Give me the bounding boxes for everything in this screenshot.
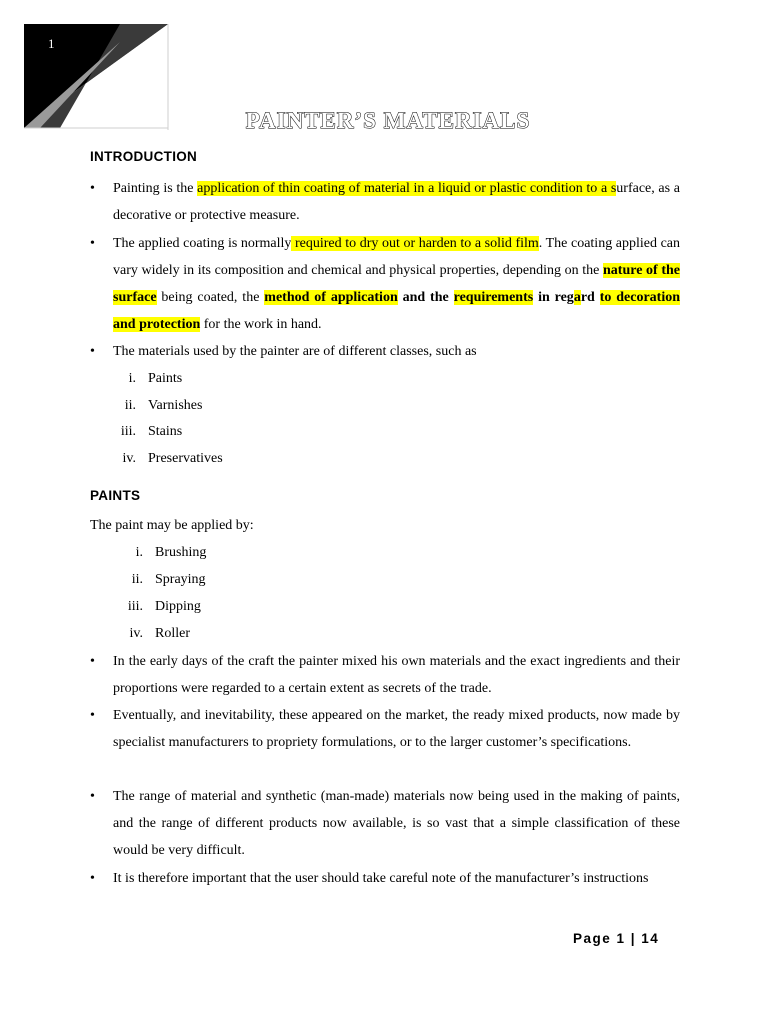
intro-bullet-3	[90, 338, 680, 365]
roman-numeral: iv.	[129, 626, 143, 641]
paints-bullet-4	[90, 865, 680, 892]
text-run: . The coating applied can vary widely in its composition and chemical and physical properties, depending on the	[113, 236, 681, 278]
text-run: urface, as a decorative or protective measure.	[113, 181, 680, 223]
paints-bullet-3-text: The range of material and synthetic (man-made) materials now being used in the making of paints, and the range of different products now available, is so vast that a simple classification of these would be very difficult.	[113, 789, 680, 858]
bold-run: in reg	[533, 290, 574, 305]
roman-label: Roller	[155, 626, 190, 641]
method-item-brushing	[103, 539, 206, 566]
roman-numeral: iii.	[127, 599, 143, 614]
bullet-dot: •	[90, 654, 95, 669]
roman-item-paints	[96, 365, 182, 392]
roman-numeral: iii.	[120, 424, 136, 439]
document-title	[0, 108, 768, 134]
roman-item-varnishes	[96, 392, 202, 419]
roman-label: Paints	[148, 371, 183, 386]
highlight-run: nature of the surface	[113, 263, 681, 305]
text-run: Painting is the	[113, 181, 198, 196]
paints-bullet-2-text: Eventually, and inevitability, these appeared on the market, the ready mixed products, now made by specialist manufacturers to propriety formulations, or to the larger customer’s specifications.	[113, 708, 680, 750]
bullet-dot: •	[90, 181, 95, 196]
highlight-run: to decoration and protection	[113, 290, 681, 332]
intro-bullet-1-text	[113, 175, 680, 229]
roman-numeral: ii.	[124, 398, 136, 413]
highlight-run: method of application	[264, 290, 398, 305]
paints-bullet-4-text: It is therefore important that the user should take careful note of the manufacturer’s instructions	[113, 871, 649, 886]
paints-bullet-3	[90, 783, 680, 864]
section-heading-paints: PAINTS	[90, 488, 141, 503]
roman-label: Varnishes	[148, 398, 203, 413]
roman-numeral: iv.	[122, 451, 136, 466]
roman-item-stains	[96, 418, 182, 445]
bullet-dot: •	[90, 236, 95, 251]
roman-numeral: i.	[128, 371, 136, 386]
roman-numeral: ii.	[131, 572, 143, 587]
roman-label: Stains	[148, 424, 183, 439]
method-item-roller	[103, 620, 190, 647]
bullet-dot: •	[90, 871, 95, 886]
section-heading-introduction: INTRODUCTION	[90, 149, 198, 164]
bullet-dot: •	[90, 708, 95, 723]
header-page-number: 1	[48, 36, 55, 51]
text-run: being coated, the	[156, 290, 265, 305]
intro-bullet-2-text	[113, 230, 680, 338]
text-run: for the work in hand.	[200, 317, 322, 332]
roman-item-preservatives	[96, 445, 223, 472]
paints-bullet-1-text: In the early days of the craft the painter mixed his own materials and the exact ingredients and their proportions were regarded to a certain extent as secrets of the trade.	[113, 654, 680, 696]
bullet-dot: •	[90, 789, 95, 804]
roman-numeral: i.	[135, 545, 143, 560]
roman-label: Dipping	[155, 599, 201, 614]
roman-label: Preservatives	[148, 451, 223, 466]
highlight-run: application of thin coating of material in a liquid or plastic condition to a s	[197, 181, 617, 196]
highlight-run: a	[573, 290, 581, 305]
intro-bullet-3-text: The materials used by the painter are of different classes, such as	[113, 344, 477, 359]
bullet-dot: •	[90, 344, 95, 359]
bold-run: rd	[580, 290, 600, 305]
paints-bullet-2	[90, 702, 680, 756]
text-run: The applied coating is normally	[113, 236, 292, 251]
paints-bullet-1	[90, 648, 680, 702]
intro-bullet-2	[90, 230, 680, 338]
page-footer: Page 1 | 14	[573, 931, 660, 946]
bold-run: and the	[397, 290, 454, 305]
highlight-run: requirements	[453, 290, 534, 305]
paints-lead: The paint may be applied by:	[90, 518, 254, 533]
method-item-spraying	[103, 566, 206, 593]
method-item-dipping	[103, 593, 201, 620]
title-text: PAINTER’S MATERIALS	[245, 108, 531, 133]
intro-bullet-1	[90, 175, 680, 229]
highlight-run: required to dry out or harden to a solid film	[291, 236, 539, 251]
roman-label: Spraying	[155, 572, 206, 587]
roman-label: Brushing	[155, 545, 207, 560]
